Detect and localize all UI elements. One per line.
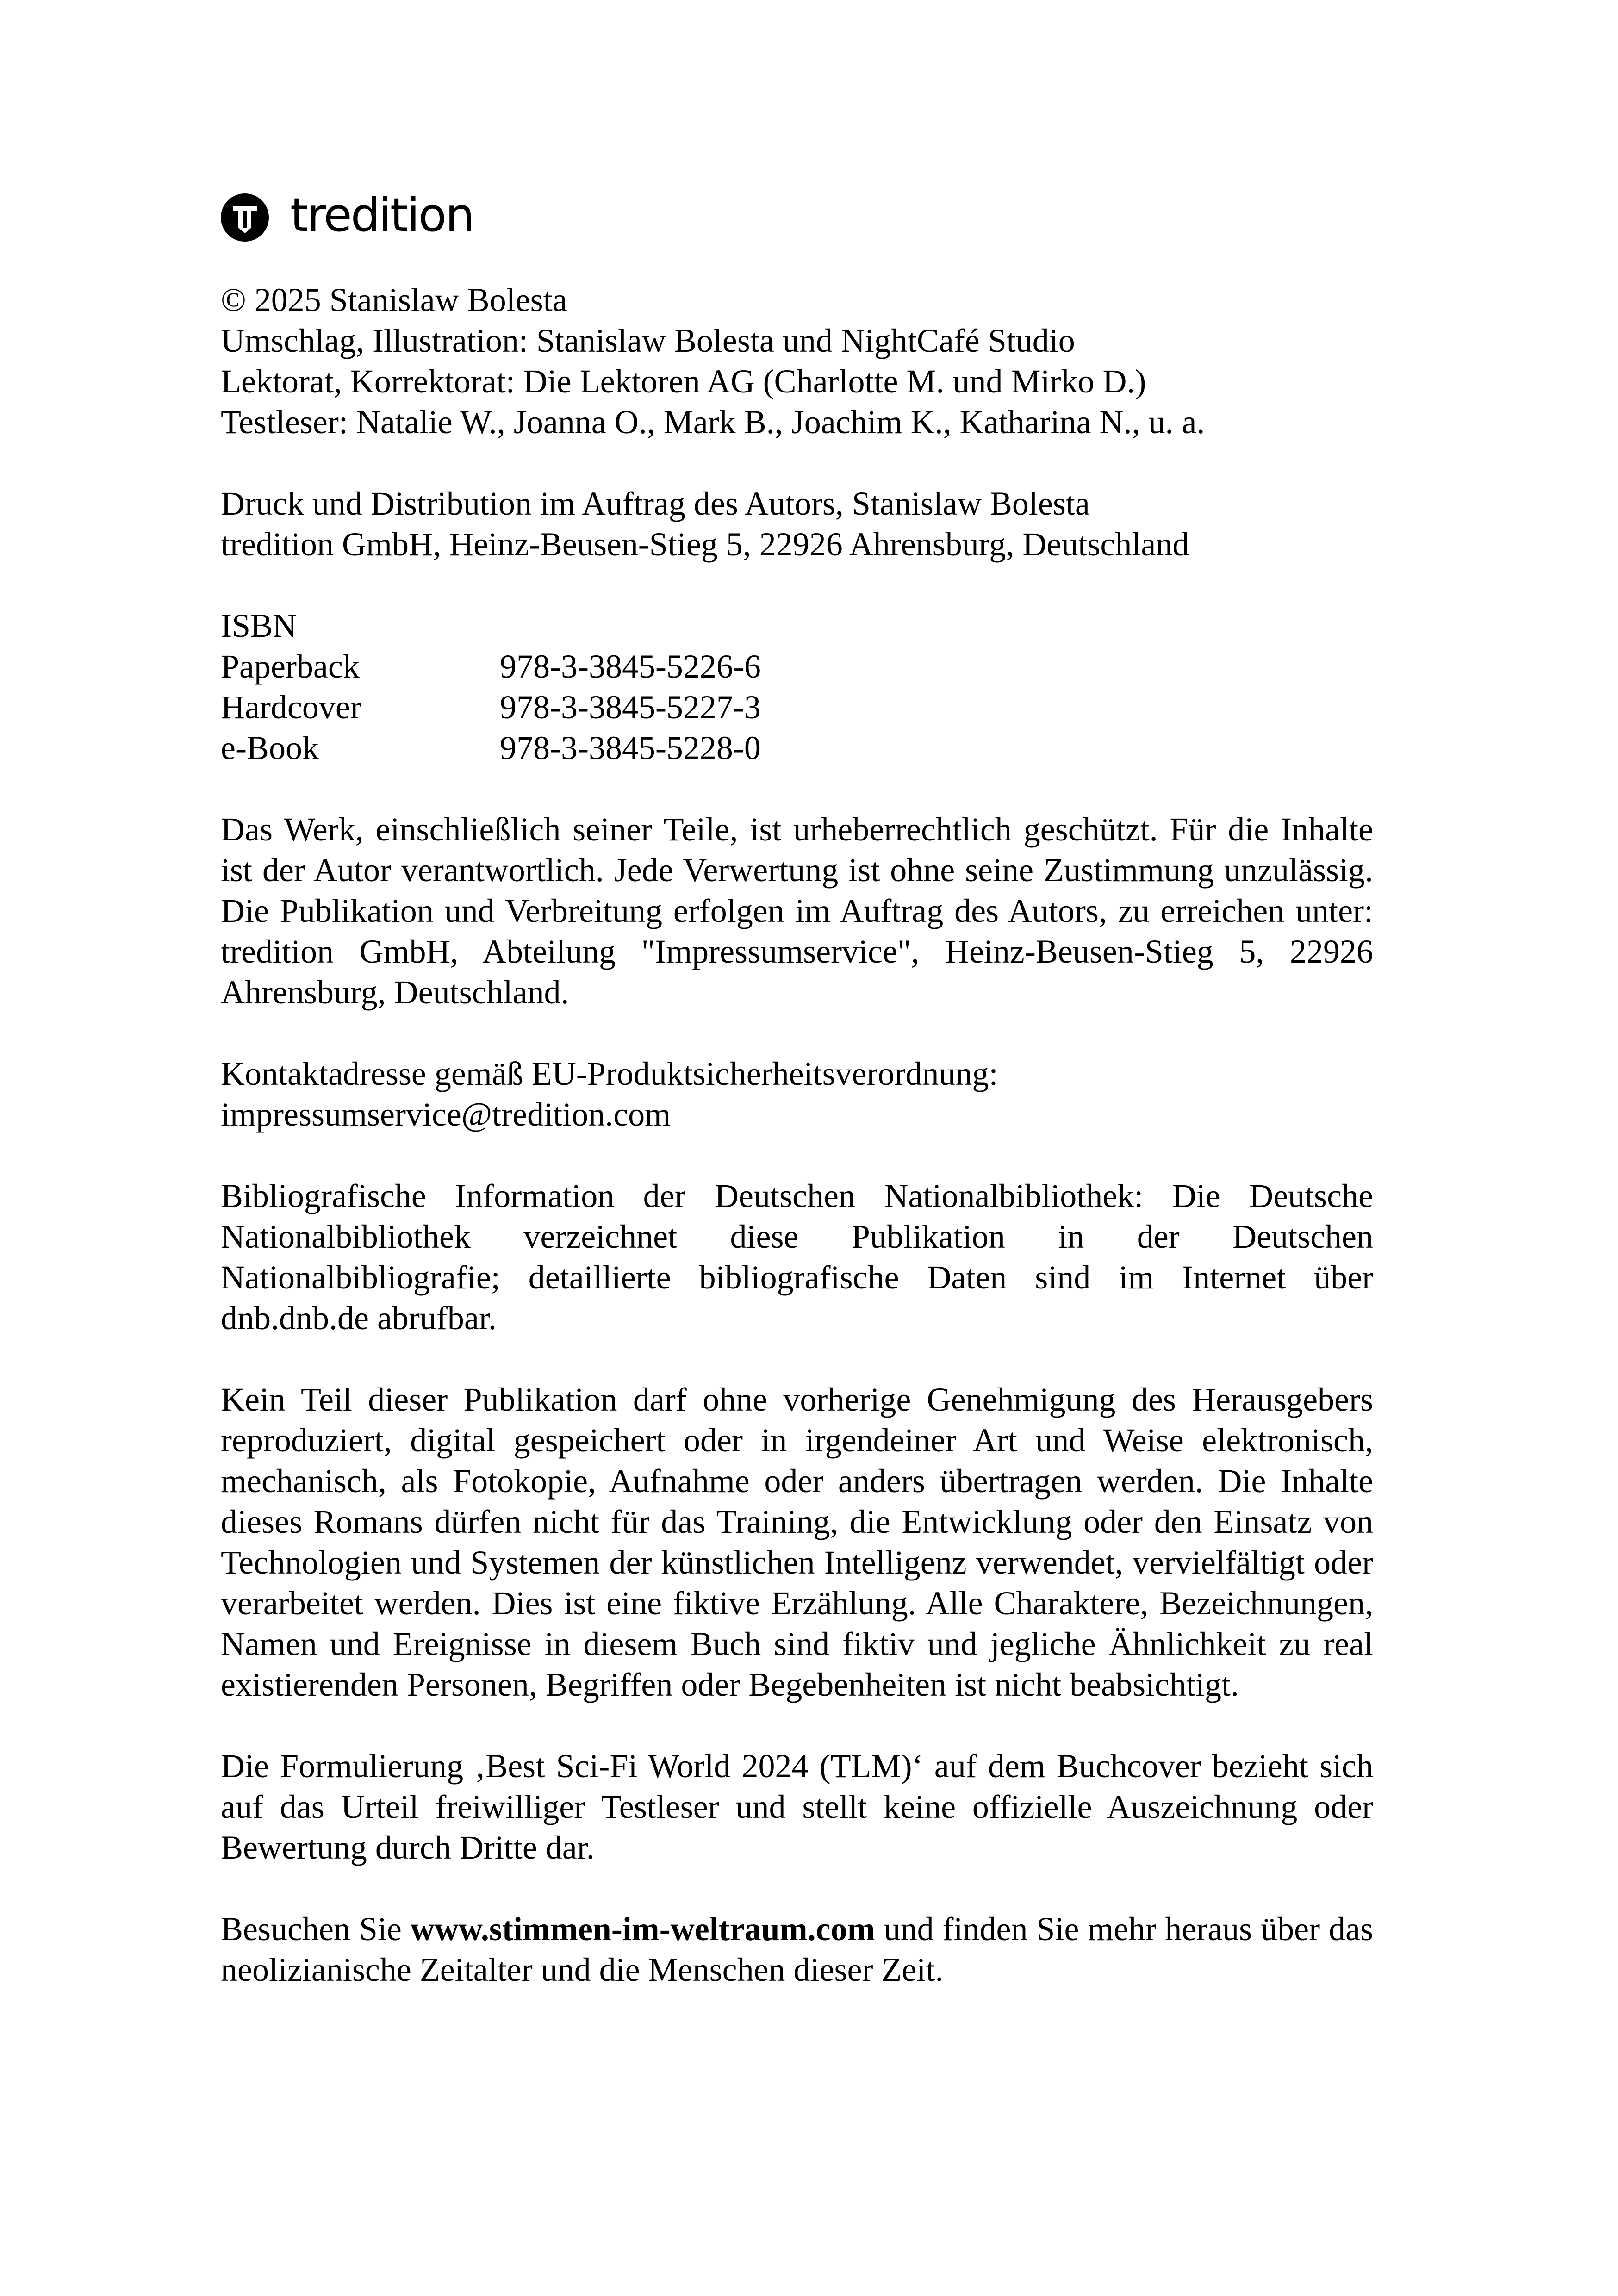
copyright-line: © 2025 Stanislaw Bolesta xyxy=(221,281,567,318)
imprint-page xyxy=(221,280,1373,2031)
award-disclaimer: Die Formulierung ‚Best Sci-Fi World 2024 (TLM)‘ auf dem Buchcover bezieht sich auf das Urteil freiwilliger Testleser und stellt keine offizielle Auszeichnung oder Bewertung durch Dritte dar. xyxy=(221,1748,1373,1866)
credits-block xyxy=(221,280,1373,442)
bibliographic-info: Bibliografische Information der Deutschen Nationalbibliothek: Die Deutsche Nationalbibliothek verzeichnet diese Publikation in der Deutschen Nationalbibliografie; detaillierte bibliografische Daten sind im Internet über dnb.dnb.de abrufbar. xyxy=(221,1177,1373,1337)
publisher-logo xyxy=(221,188,473,242)
isbn-number: 978-3-3845-5226-6 xyxy=(500,648,761,685)
isbn-row-ebook xyxy=(221,728,1373,768)
contact-label: Kontaktadresse gemäß EU-Produktsicherheitsverordnung: xyxy=(221,1055,998,1092)
logo-wordmark: tredition xyxy=(290,188,473,242)
isbn-format: Hardcover xyxy=(221,689,361,726)
isbn-row-hardcover xyxy=(221,687,1373,728)
website-prefix: Besuchen Sie xyxy=(221,1910,402,1948)
website-paragraph xyxy=(221,1909,1373,1990)
isbn-row-paperback xyxy=(221,646,1373,687)
cover-credit: Umschlag, Illustration: Stanislaw Bolesta und NightCafé Studio xyxy=(221,322,1075,359)
isbn-number: 978-3-3845-5228-0 xyxy=(500,729,761,766)
isbn-format: e-Book xyxy=(221,729,319,766)
publisher-block xyxy=(221,483,1373,565)
isbn-heading: ISBN xyxy=(221,607,297,644)
isbn-number: 978-3-3845-5227-3 xyxy=(500,689,761,726)
website-suffix: und finden Sie mehr heraus über das neolizianische Zeitalter und die Menschen dieser Zeit. xyxy=(221,1910,1374,1988)
publisher-address: tredition GmbH, Heinz-Beusen-Stieg 5, 22926 Ahrensburg, Deutschland xyxy=(221,526,1189,563)
website-link[interactable]: www.stimmen-im-weltraum.com xyxy=(410,1910,875,1948)
editing-credit: Lektorat, Korrektorat: Die Lektoren AG (Charlotte M. und Mirko D.) xyxy=(221,363,1146,400)
contact-email[interactable]: impressumservice@tredition.com xyxy=(221,1096,671,1133)
rights-notice: Kein Teil dieser Publikation darf ohne vorherige Genehmigung des Herausgebers reproduziert, digital gespeichert oder in irgendeiner Art und Weise elektronisch, mechanisch, als Fotokopie, Aufnahme oder anders übertragen werden. Die Inhalte dieses Romans dürfen nicht für das Training, die Entwicklung oder den Einsatz von Technologien und Systemen der künstlichen Intelligenz verwendet, vervielfältigt oder verarbeitet werden. Dies ist eine fiktive Erzählung. Alle Charaktere, Bezeichnungen, Namen und Ereignisse in diesem Buch sind fiktiv und jegliche Ähnlichkeit zu real existierenden Personen, Begriffen oder Begebenheiten ist nicht beabsichtigt. xyxy=(221,1381,1373,1703)
print-distribution-line: Druck und Distribution im Auftrag des Autors, Stanislaw Bolesta xyxy=(221,485,1090,522)
isbn-block xyxy=(221,605,1373,768)
testreaders-credit: Testleser: Natalie W., Joanna O., Mark B., Joachim K., Katharina N., u. a. xyxy=(221,404,1205,441)
contact-block xyxy=(221,1053,1373,1135)
isbn-format: Paperback xyxy=(221,648,360,685)
copyright-notice: Das Werk, einschließlich seiner Teile, ist urheberrechtlich geschützt. Für die Inhalte ist der Autor verantwortlich. Jede Verwertung ist ohne seine Zustimmung unzulässig. Die Publikation und Verbreitung erfolgen im Auftrag des Autors, zu erreichen unter: tredition GmbH, Abteilung "Impressumservice", Heinz-Beusen-Stieg 5, 22926 Ahrensburg, Deutschland. xyxy=(221,811,1373,1011)
tredition-logo-icon xyxy=(221,193,269,242)
